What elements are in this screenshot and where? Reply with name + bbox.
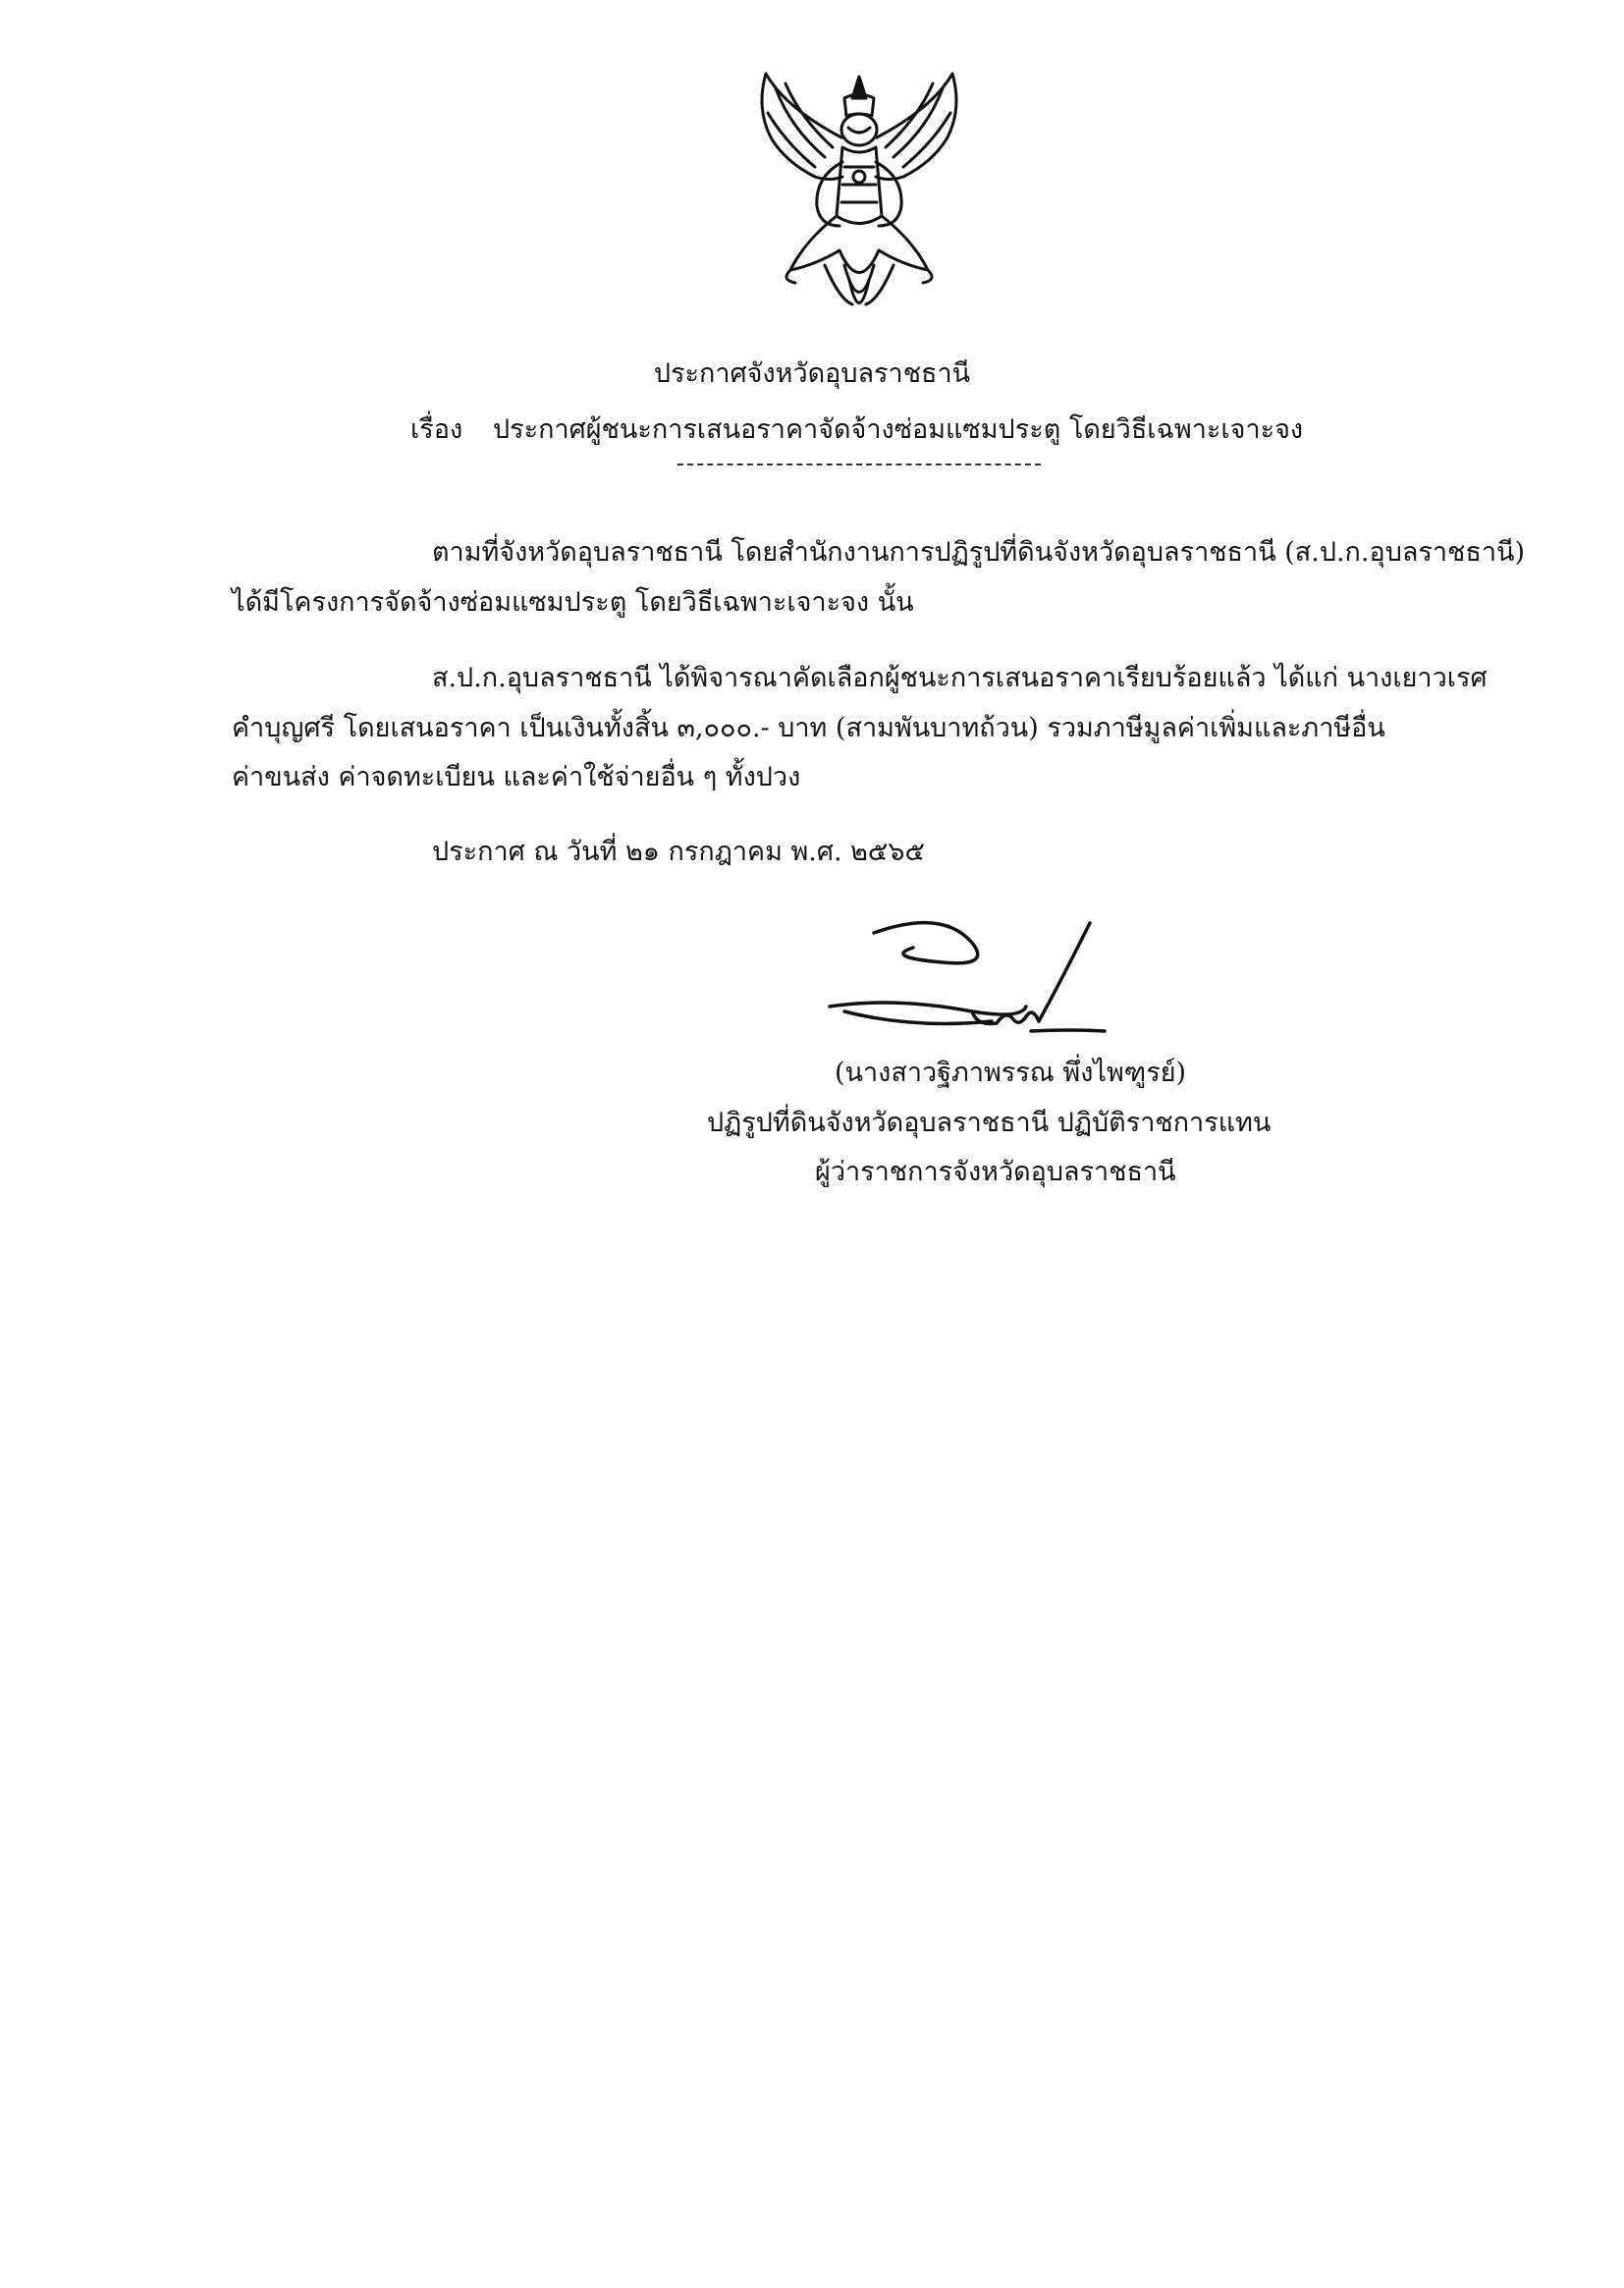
paragraph-1-line-1: ตามที่จังหวัดอุบลราชธานี โดยสำนักงานการปฏิรูปที่ดินจังหวัดอุบลราชธานี (ส.ป.ก.อุบลราชธานี) — [432, 537, 1525, 568]
subject-label: เรื่อง — [410, 414, 463, 445]
handwritten-signature — [825, 903, 1119, 1051]
subject-text: ประกาศผู้ชนะการเสนอราคาจัดจ้างซ่อมแซมประตู โดยวิธีเฉพาะเจาะจง — [493, 414, 1304, 445]
signatory-name: (นางสาวฐิภาพรรณ พึ่งไพฑูรย์) — [835, 1058, 1187, 1088]
announcement-date: ประกาศ ณ วันที่ ๒๑ กรกฎาคม พ.ศ. ๒๕๖๕ — [432, 837, 925, 867]
paragraph-1-line-2: ได้มีโครงการจัดจ้างซ่อมแซมประตู โดยวิธีเฉพาะเจาะจง นั้น — [232, 587, 914, 618]
garuda-emblem-icon — [746, 69, 972, 334]
header-divider — [677, 463, 1041, 467]
announcement-title: ประกาศจังหวัดอุบลราชธานี — [653, 358, 971, 389]
paragraph-2-line-3: ค่าขนส่ง ค่าจดทะเบียน และค่าใช้จ่ายอื่น ๆ ทั้งปวง — [232, 762, 801, 792]
paragraph-2-line-2: คำบุญศรี โดยเสนอราคา เป็นเงินทั้งสิ้น ๓,๐๐๐.- บาท (สามพันบาทถ้วน) รวมภาษีมูลค่าเพิ่มและภาษีอื่น — [232, 713, 1385, 743]
paragraph-2-line-1: ส.ป.ก.อุบลราชธานี ได้พิจารณาคัดเลือกผู้ชนะการเสนอราคาเรียบร้อยแล้ว ได้แก่ นางเยาวเรศ — [432, 663, 1488, 693]
signatory-position-line-1: ปฏิรูปที่ดินจังหวัดอุบลราชธานี ปฏิบัติราชการแทน — [707, 1108, 1272, 1138]
signatory-position-line-2: ผู้ว่าราชการจังหวัดอุบลราชธานี — [815, 1157, 1176, 1187]
